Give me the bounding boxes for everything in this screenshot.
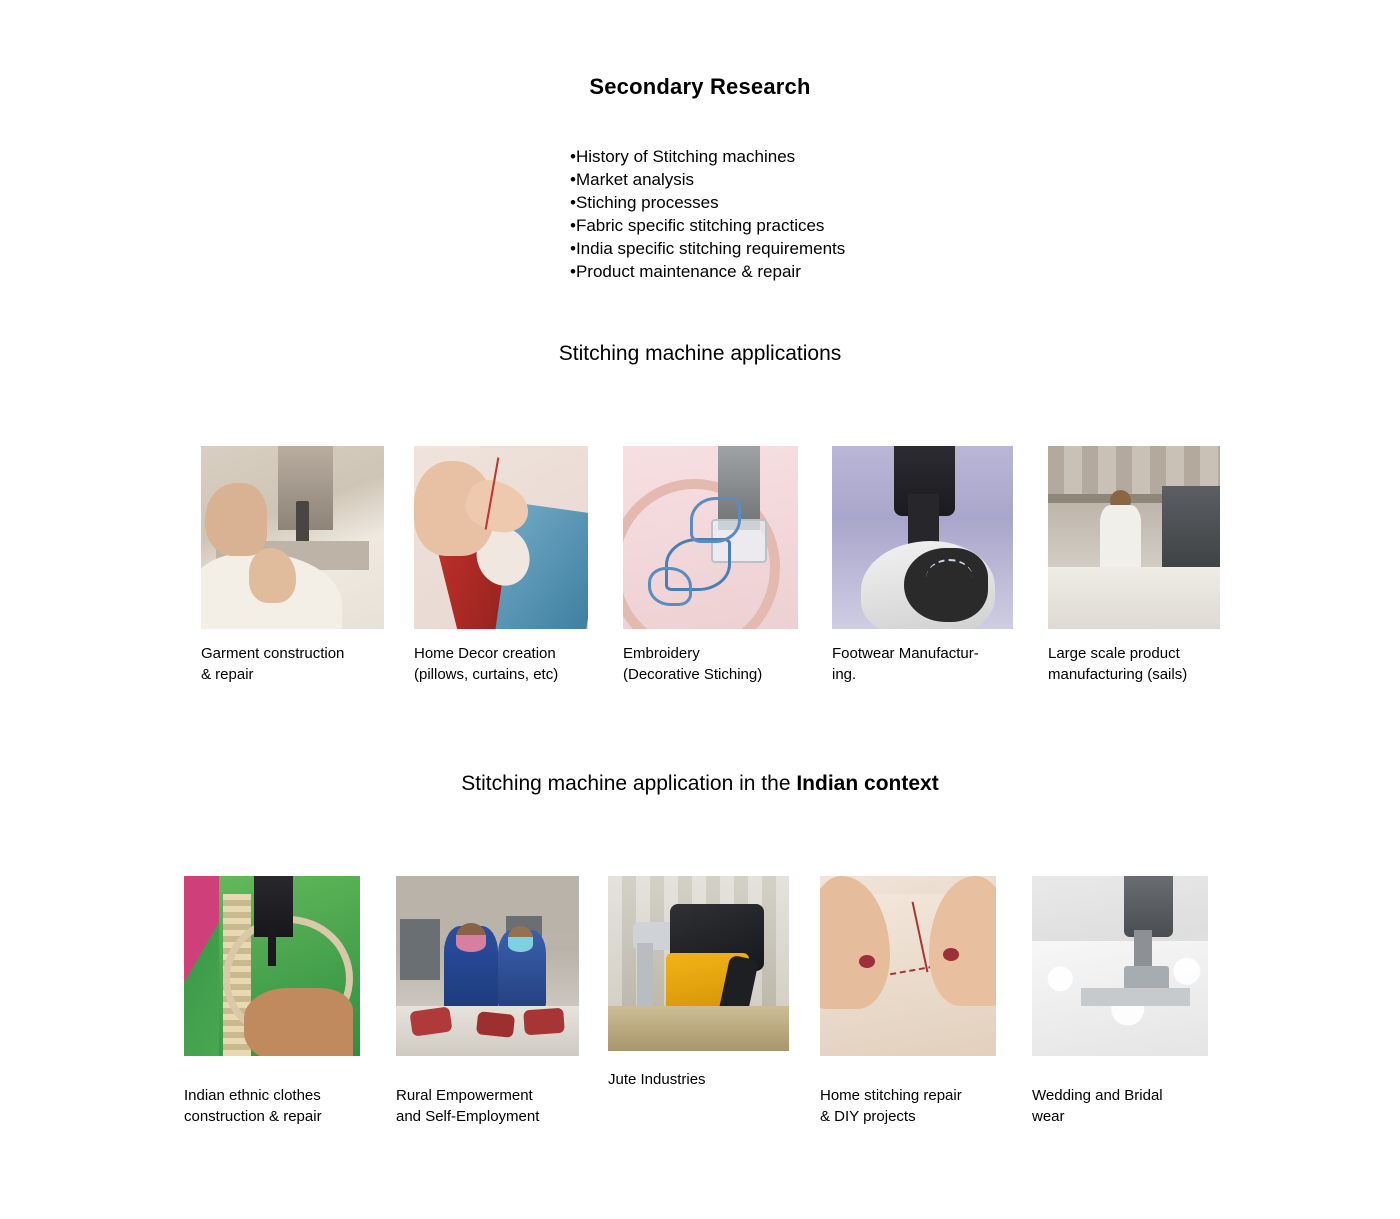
caption-line-2: construction & repair [184,1108,322,1125]
application-card [832,446,1032,685]
page-title: Secondary Research [589,74,811,99]
section-title-emphasis: Indian context [796,772,939,795]
jute-industries-photo [608,876,789,1051]
list-item: •Market analysis [570,170,695,189]
indian-context-card [608,876,808,1090]
section-title-applications: Stitching machine applications [558,342,842,365]
wedding-bridal-wear-photo [1032,876,1208,1056]
list-item: •Fabric specific stitching practices [570,216,825,235]
card-caption [832,643,1032,685]
home-stitching-repair-photo [820,876,996,1056]
caption-line-2: & repair [201,666,254,683]
card-caption [608,1069,808,1090]
caption-line-1: Home stitching repair [820,1087,962,1104]
embroidery-photo [623,446,798,629]
caption-line-1: Jute Industries [608,1071,706,1088]
card-caption [1048,643,1248,685]
caption-line-1: Rural Empowerment [396,1087,533,1104]
footwear-manufacturing-photo [832,446,1013,629]
card-caption [623,643,823,685]
caption-line-1: Footwear Manufactur- [832,645,979,662]
caption-line-2: (pillows, curtains, etc) [414,666,559,683]
indian-context-card [1032,876,1232,1127]
card-caption [396,1085,596,1127]
caption-line-1: Large scale product [1048,645,1180,662]
card-caption [820,1085,1020,1127]
caption-line-2: (Decorative Stiching) [623,666,763,683]
indian-ethnic-clothes-photo [184,876,360,1056]
list-item: •History of Stitching machines [570,147,796,166]
indian-context-card [820,876,1020,1127]
caption-line-1: Embroidery [623,645,700,662]
caption-line-2: manufacturing (sails) [1048,666,1188,683]
application-card [623,446,823,685]
application-card [414,446,614,685]
card-caption [1032,1085,1232,1127]
garment-construction-photo [201,446,384,629]
caption-line-1: Garment construction [201,645,345,662]
list-item: •Stiching processes [570,193,719,212]
section-title-indian-context [0,772,1400,796]
caption-line-1: Indian ethnic clothes [184,1087,321,1104]
indian-context-card [184,876,384,1127]
list-item: •India specific stitching requirements [570,239,846,258]
caption-line-2: ing. [832,666,857,683]
caption-line-2: & DIY projects [820,1108,916,1125]
caption-line-1: Wedding and Bridal [1032,1087,1163,1104]
indian-context-card [396,876,596,1127]
section-title-prefix: Stitching machine application in the [461,772,797,795]
caption-line-2: and Self-Employment [396,1108,540,1125]
card-caption [201,643,401,685]
application-card [1048,446,1248,685]
card-caption [414,643,614,685]
applications-row [0,446,1400,746]
caption-line-2: wear [1032,1108,1065,1125]
large-scale-manufacturing-photo [1048,446,1220,629]
list-item: •Product maintenance & repair [570,262,801,281]
card-caption [184,1085,384,1127]
rural-empowerment-photo [396,876,579,1056]
home-decor-photo [414,446,588,629]
application-card [201,446,401,685]
research-topics-list [570,145,1070,283]
caption-line-1: Home Decor creation [414,645,556,662]
indian-context-row [0,876,1400,1176]
